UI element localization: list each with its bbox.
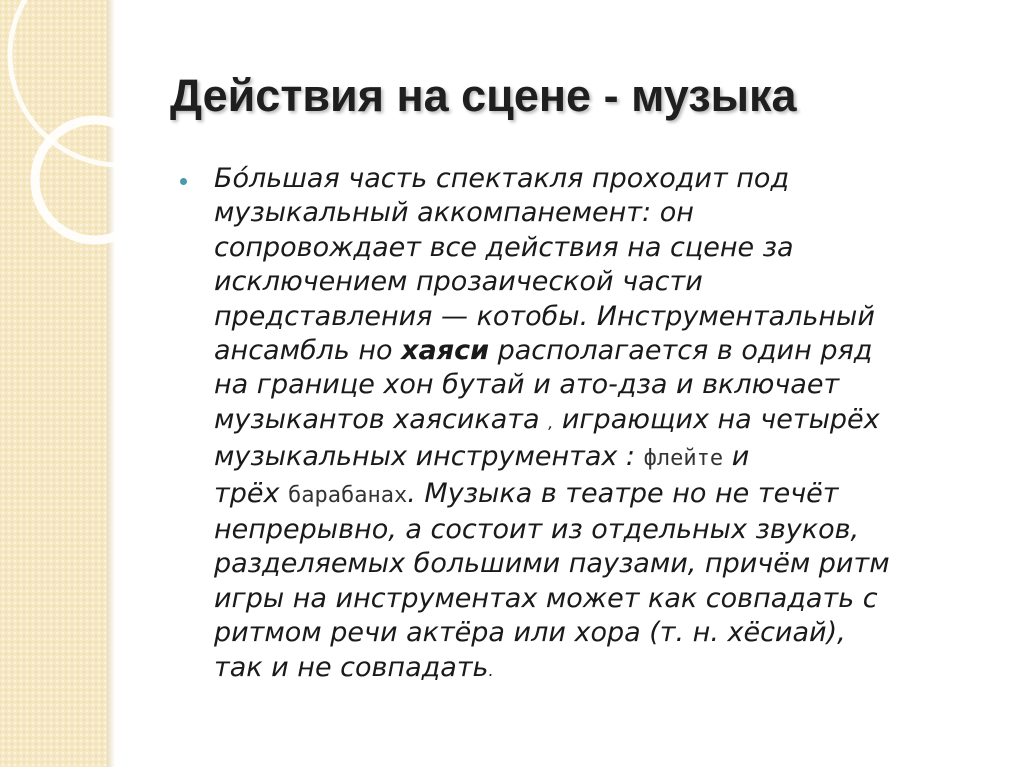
text-run: располагается в один ряд [489,335,873,367]
text-run: музыкантов хаясиката [214,403,549,435]
text-line: на границе хон бутай и ато-дза и включает [214,369,840,401]
text-line [214,334,990,368]
text-run: . Музыка в театре но не течёт [407,477,839,509]
text-line [214,477,990,513]
text-run: так и не совпадать [214,651,489,683]
text-line: музыкальный аккомпанемент: он [214,197,694,229]
mono-term: флейте [643,446,724,472]
text-line: сопровождает все действия на сцене за [214,231,794,263]
text-line: представления — котобы. Инструментальный [214,300,875,332]
text-line: непрерывно, а состоит из отдельных звуков, [214,514,860,546]
round-bullet-icon [180,178,187,185]
text-run: . [488,660,494,680]
mono-term: барабанах [288,482,408,508]
text-run: ансамбль но [214,335,402,367]
text-run: музыкальных инструментах : [214,441,644,473]
decorative-rings-icon [0,0,140,260]
text-line [214,403,990,440]
bold-term: хаяси [401,335,490,367]
text-run: трёх [214,477,289,509]
text-line: ритмом речи актёра или хора (т. н. хёсиай), [214,617,846,649]
text-run: играющих на четырёх [553,403,880,435]
slide-title: Действия на сцене - музыка [170,70,797,121]
text-line [214,440,990,476]
text-line: исключением прозаической части [214,266,703,298]
text-line: разделяемых большими паузами, причём ритм [214,548,890,580]
text-line: игры на инструментах может как совпадать с [214,582,878,614]
bullet-item [180,162,990,688]
bullet-list [180,162,990,688]
text-line: Бóльшая часть спектакля проходит под [214,163,790,194]
text-run: и [723,441,750,473]
text-line [214,651,990,688]
text-run: , [548,412,554,432]
